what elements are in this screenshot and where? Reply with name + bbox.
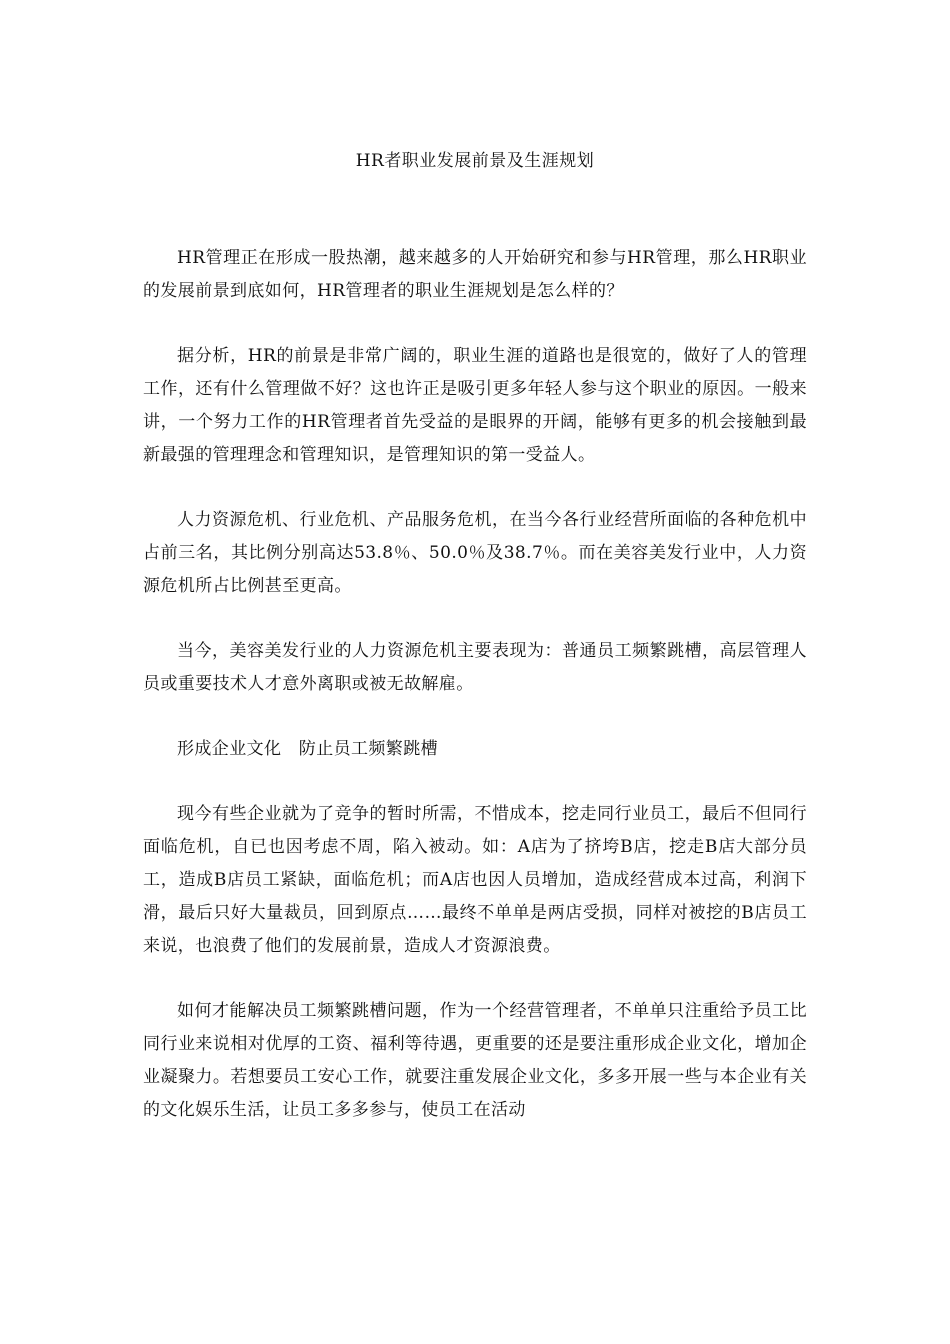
paragraph-solution: 如何才能解决员工频繁跳槽问题，作为一个经营管理者，不单单只注重给予员工比同行业来说相对优厚的工资、福利等待遇，更重要的还是要注重形成企业文化，增加企业凝聚力。若想要员工安心工作，就要注重发展企业文化，多多开展一些与本企业有关的文化娱乐生活，让员工多多参与，使员工在活动	[143, 1001, 807, 1120]
document-title: HR者职业发展前景及生涯规划	[355, 151, 595, 171]
paragraph-crisis-ratio: 人力资源危机、行业危机、产品服务危机，在当今各行业经营所面临的各种危机中占前三名，其比例分别高达53.8％、50.0％及38.7％。而在美容美发行业中，人力资源危机所占比例甚至更高。	[143, 510, 807, 596]
paragraph-hr-trend: HR管理正在形成一股热潮，越来越多的人开始研究和参与HR管理，那么HR职业的发展前景到底如何，HR管理者的职业生涯规划是怎么样的？	[143, 248, 807, 301]
paragraph-hr-prospect: 据分析，HR的前景是非常广阔的，职业生涯的道路也是很宽的，做好了人的管理工作，还有什么管理做不好？这也许正是吸引更多年轻人参与这个职业的原因。一般来讲，一个努力工作的HR管理者首先受益的是眼界的开阔，能够有更多的机会接触到最新最强的管理理念和管理知识，是管理知识的第一受益人。	[143, 346, 807, 465]
paragraph-crisis-symptoms: 当今，美容美发行业的人力资源危机主要表现为：普通员工频繁跳槽，高层管理人员或重要技术人才意外离职或被无故解雇。	[143, 641, 807, 694]
document-body	[143, 242, 807, 1159]
paragraph-poaching-example: 现今有些企业就为了竞争的暂时所需，不惜成本，挖走同行业员工，最后不但同行面临危机，自已也因考虑不周，陷入被动。如：A店为了挤垮B店，挖走B店大部分员工，造成B店员工紧缺，面临危机；而A店也因人员增加，造成经营成本过高，利润下滑，最后只好大量裁员，回到原点……最终不单单是两店受损，同样对被挖的B店员工来说，也浪费了他们的发展前景，造成人才资源浪费。	[143, 804, 807, 956]
section-heading-culture: 形成企业文化 防止员工频繁跳槽	[177, 739, 438, 759]
